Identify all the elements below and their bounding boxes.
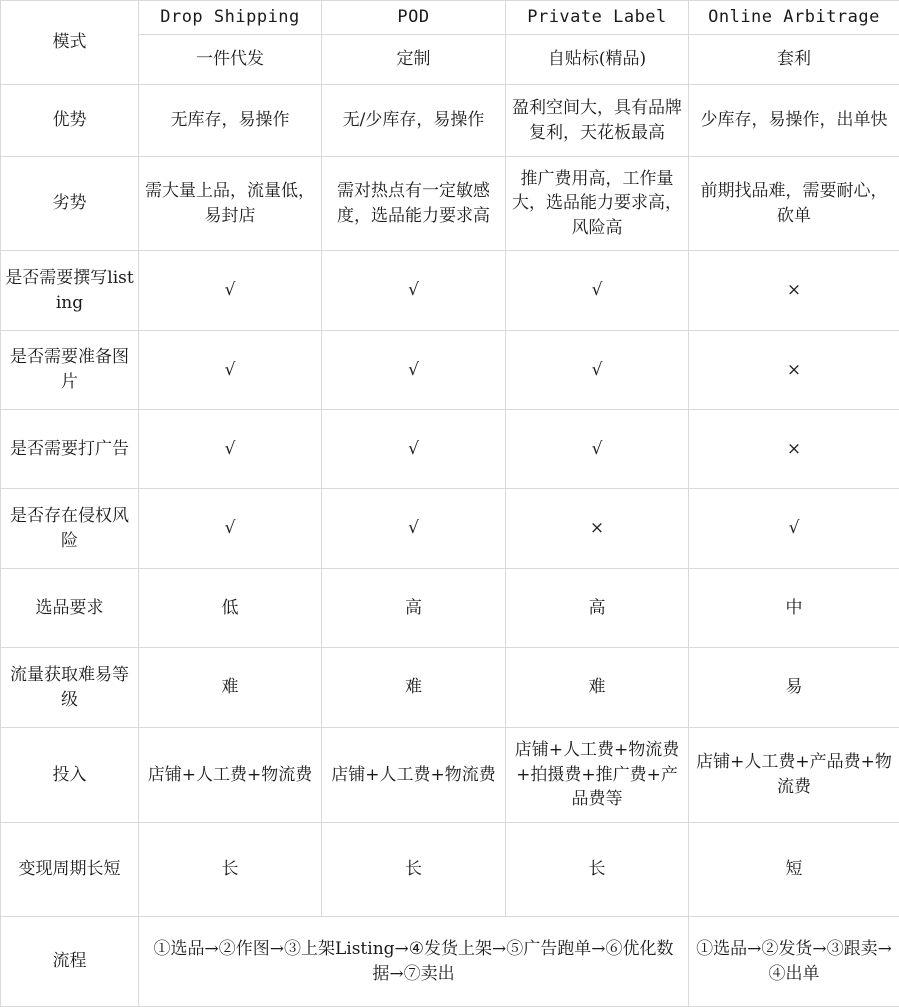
check-mark: √ (506, 410, 689, 489)
table-cell: 易 (689, 648, 899, 728)
table-row-ads (1, 410, 899, 489)
check-mark: √ (139, 489, 322, 569)
table-cell: 难 (506, 648, 689, 728)
table-row-advantages (1, 85, 899, 157)
table-cell: 难 (322, 648, 506, 728)
table-row-listing (1, 251, 899, 331)
row-label: 劣势 (1, 157, 139, 251)
check-mark: √ (322, 489, 506, 569)
row-label: 投入 (1, 728, 139, 823)
table-row-selection-requirement (1, 569, 899, 648)
table-cell: 店铺+人工费+物流费 (322, 728, 506, 823)
row-label: 流程 (1, 917, 139, 1007)
model-cn-private-label: 自贴标(精品) (506, 35, 689, 85)
check-mark: √ (506, 331, 689, 410)
cross-mark: × (689, 410, 899, 489)
table-cell: 无/少库存，易操作 (322, 85, 506, 157)
table-cell: 短 (689, 823, 899, 917)
table-cell: 中 (689, 569, 899, 648)
table-cell: 低 (139, 569, 322, 648)
table-row-investment (1, 728, 899, 823)
row-label: 是否需要打广告 (1, 410, 139, 489)
table-row-infringement (1, 489, 899, 569)
row-label: 是否需要撰写listing (1, 251, 139, 331)
table-cell: 长 (506, 823, 689, 917)
table-cell: 高 (322, 569, 506, 648)
table-cell: 长 (322, 823, 506, 917)
model-cn-pod: 定制 (322, 35, 506, 85)
table-cell: 长 (139, 823, 322, 917)
row-label: 流量获取难易等级 (1, 648, 139, 728)
table-cell: 需大量上品，流量低，易封店 (139, 157, 322, 251)
check-mark: √ (506, 251, 689, 331)
table-row-cash-cycle (1, 823, 899, 917)
table-cell: 推广费用高，工作量大，选品能力要求高，风险高 (506, 157, 689, 251)
check-mark: √ (139, 410, 322, 489)
table-row-disadvantages (1, 157, 899, 251)
check-mark: √ (139, 251, 322, 331)
row-label: 变现周期长短 (1, 823, 139, 917)
model-name-pod: POD (322, 1, 506, 35)
table-cell: 需对热点有一定敏感度，选品能力要求高 (322, 157, 506, 251)
table-cell: 店铺+人工费+物流费+拍摄费+推广费+产品费等 (506, 728, 689, 823)
row-label: 选品要求 (1, 569, 139, 648)
process-steps-shared: ①选品→②作图→③上架Listing→④发货上架→⑤广告跑单→⑥优化数据→⑦卖出 (139, 917, 689, 1007)
header-row-en (1, 1, 899, 35)
check-mark: √ (322, 410, 506, 489)
row-label: 是否需要准备图片 (1, 331, 139, 410)
table-cell: 高 (506, 569, 689, 648)
check-mark: √ (689, 489, 899, 569)
table-cell: 店铺+人工费+产品费+物流费 (689, 728, 899, 823)
check-mark: √ (322, 331, 506, 410)
mode-header-label: 模式 (1, 1, 139, 85)
check-mark: √ (322, 251, 506, 331)
table-row-images (1, 331, 899, 410)
table-cell: 盈利空间大，具有品牌复利，天花板最高 (506, 85, 689, 157)
table-cell: 难 (139, 648, 322, 728)
model-cn-online-arbitrage: 套利 (689, 35, 899, 85)
cross-mark: × (689, 331, 899, 410)
table-cell: 少库存，易操作，出单快 (689, 85, 899, 157)
check-mark: √ (139, 331, 322, 410)
model-name-online-arbitrage: Online Arbitrage (689, 1, 899, 35)
cross-mark: × (689, 251, 899, 331)
table-cell: 无库存，易操作 (139, 85, 322, 157)
model-name-private-label: Private Label (506, 1, 689, 35)
process-steps-arbitrage: ①选品→②发货→③跟卖→④出单 (689, 917, 899, 1007)
model-name-dropshipping: Drop Shipping (139, 1, 322, 35)
table-row-process (1, 917, 899, 1007)
row-label: 优势 (1, 85, 139, 157)
table-cell: 店铺+人工费+物流费 (139, 728, 322, 823)
table-cell: 前期找品难，需要耐心，砍单 (689, 157, 899, 251)
cross-mark: × (506, 489, 689, 569)
model-cn-dropshipping: 一件代发 (139, 35, 322, 85)
table-row-traffic-difficulty (1, 648, 899, 728)
row-label: 是否存在侵权风险 (1, 489, 139, 569)
